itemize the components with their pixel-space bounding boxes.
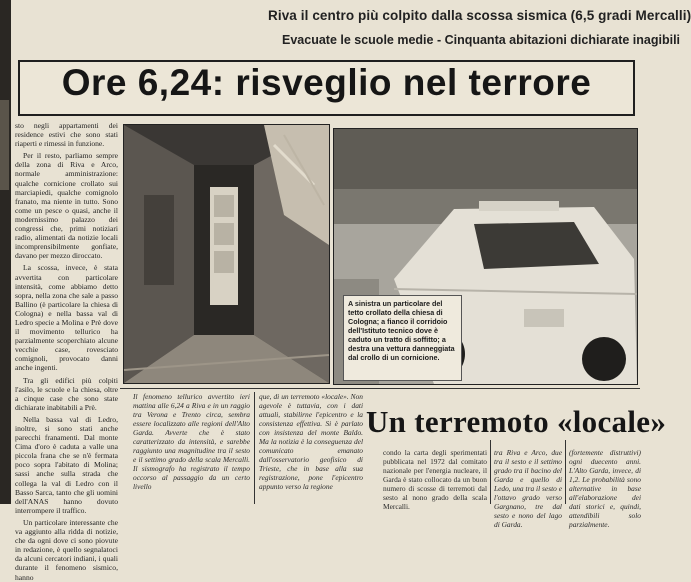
column-rule-3 bbox=[565, 440, 566, 504]
left-paragraph-1: sto negli appartamenti dei residence estivi che sono stati riaperti e rimessi in funzione. bbox=[15, 121, 118, 149]
bottom-column-2: que, di un terremoto «locale». Non agevole è tuttavia, con i dati attuali, stabilirne l'epicentro e la consistenza effettiva. Si è parlato con insistenza del monte Baldo. Ma la notizia è la conseguenza del comunicato emanato dall'osservatorio geofisico di Trieste, che in base alla sua registrazione, pone l'epicentro appunto verso la regione bbox=[259, 392, 363, 491]
previous-page-edge-detail bbox=[0, 100, 9, 190]
left-paragraph-6: Un particolare interessante che va aggiunto alla ridda di notizie, che da ogni dove ci sono piovute in redazione, è quello segnalatoci da alcuni cercatori indiani, i quali durante il fenomeno sismico, hanno bbox=[15, 517, 118, 582]
main-headline: Ore 6,24: risveglio nel terrore bbox=[61, 62, 592, 103]
bottom-column-5: (fortemente distruttivi) ogni duecento anni. L'Alto Garda, invece, di 1,2. Le probabilità sono alternative in base all'elaborazione dei dati storici e, quindi, attendibili solo parzialmente. bbox=[569, 448, 641, 529]
corridor-photo-image bbox=[124, 125, 329, 383]
left-paragraph-5: Nella bassa val di Ledro, inoltre, si sono stati anche parecchi franamenti. Dal monte Cima d'oro è caduta a valle una piccola frana che se n'è fermata poco sopra l'abitato di Molina; sassi anche sulla strada che collega la val di Ledro con il Basso Sarca, tanto che gli uomini dell'ANAS hanno dovuto interrompere il traffico. bbox=[15, 414, 118, 515]
column-rule-2 bbox=[490, 440, 491, 504]
photo-caption: A sinistra un particolare del tetto crollato della chiesa di Cologna; a fianco il corridoio dell'Istituto tecnico dove è caduto un tratto di soffitto; a destra una vettura danneggiata dal crollo di un cornicione. bbox=[343, 295, 462, 381]
kicker-line-2: Evacuate le scuole medie - Cinquanta abitazioni dichiarate inagibili bbox=[282, 33, 681, 47]
left-paragraph-3: La scossa, invece, è stata avvertita con particolare intensità, come abbiamo detto sopra, nella zona che sale a passo Ballino (è particolare la chiesa di Cologna) e nella bassa val di Ledro specie a Molina e Prè dove il movimento tellurico ha parzialmente scoperchiato alcune vecchie case, rovesciato comignoli, provocato danni anche ingenti. bbox=[15, 263, 118, 373]
previous-page-edge bbox=[0, 0, 11, 504]
bottom-column-3: condo la carta degli sperimentati pubblicata nel 1972 dal comitato nazionale per l'energia nucleare, il Garda è stato collocato da un buon numero di scosse di terremoti dal sesto al nono grado della scala Mercalli. bbox=[383, 448, 487, 511]
left-paragraph-2: Per il resto, parliamo sempre della zona di Riva e Arco, normale amministrazione: qualche cornicione crollato sui marciapiedi, qualche comignolo franato, ma niente in tutto. Sono come un pesce o quasi, anche il modernissimo palazzo dei congressi che, primi notiziari radio, alimentati da notizie locali incomprensibilmente gonfiate, davano per mezzo diroccato. bbox=[15, 151, 118, 261]
left-article-column bbox=[15, 121, 118, 582]
bottom-column-4: tra Riva e Arco, due tra il sesto e il settimo grado tra il bacino del Garda e quello di Ledo, una tra il sesto e l'ottavo grado verso Gargnano, tre dal sesto e nono del lago di Garda. bbox=[494, 448, 562, 529]
corridor-photo bbox=[123, 124, 330, 384]
section-divider bbox=[120, 388, 640, 389]
bottom-column-1: Il fenomeno tellurico avvertito ieri mattina alle 6,24 a Riva e in un raggio tra Verona e Trento circa, sembra essere localizzato alle regioni dell'Alto Garda. Avverte che è stato caratterizzato da intensità, e sarebbe raggiunto una magnitudine tra il sesto e il settimo grado della scala Mercalli. Il sismografo ha registrato il tempo occorso al passaggio da un certo livello bbox=[133, 392, 250, 491]
kicker-line-1: Riva il centro più colpito dalla scossa sismica (6,5 gradi Mercalli) bbox=[268, 8, 691, 23]
left-paragraph-4: Tra gli edifici più colpiti l'asilo, le scuole e la chiesa, oltre a cinque case che sono state dichiarate inabitabili a Prè. bbox=[15, 375, 118, 412]
column-rule-1 bbox=[254, 392, 255, 504]
secondary-headline: Un terremoto «locale» bbox=[366, 404, 667, 439]
